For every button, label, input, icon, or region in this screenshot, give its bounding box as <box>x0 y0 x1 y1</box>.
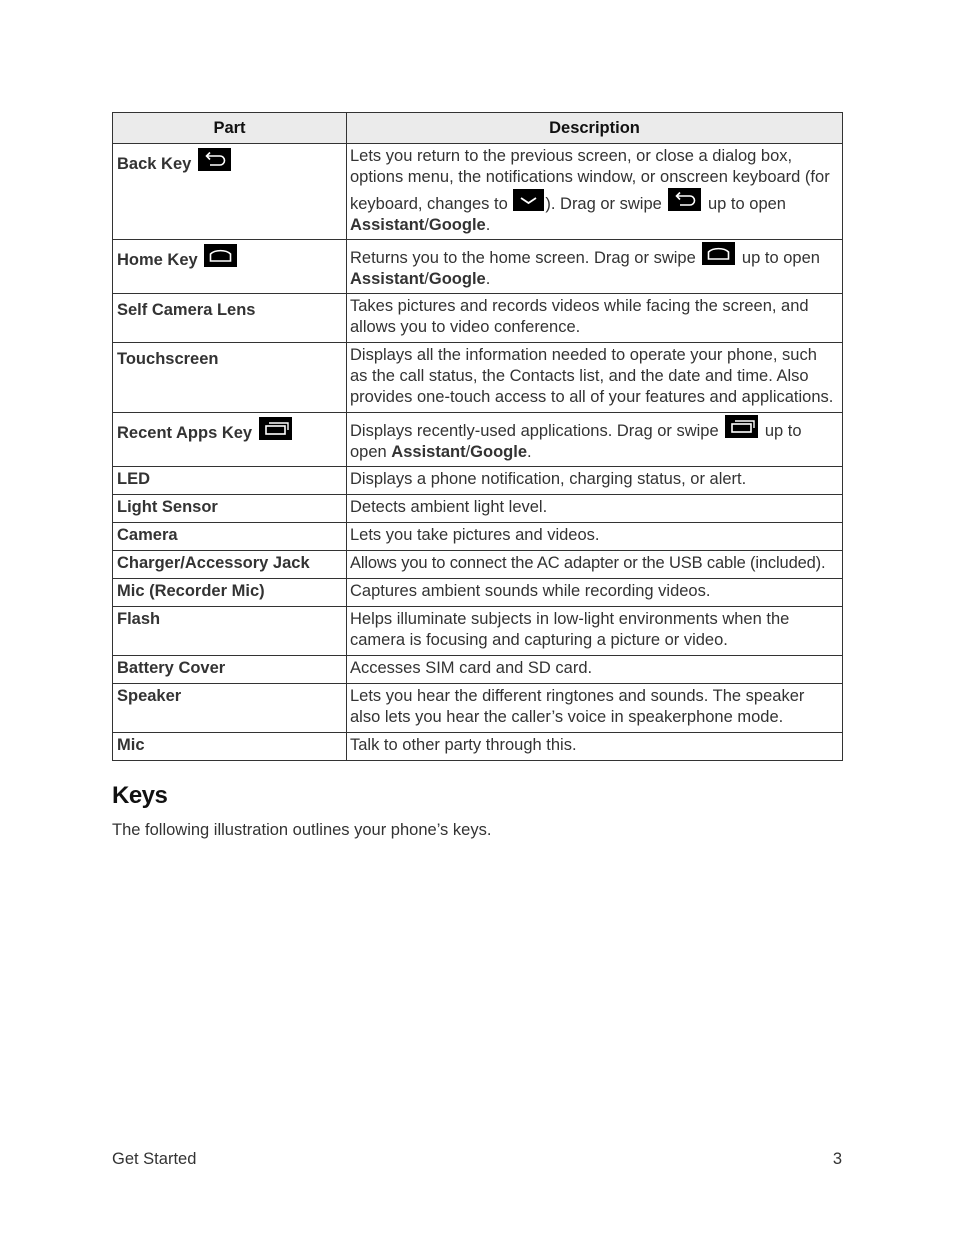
part-label: LED <box>117 470 150 488</box>
table-row <box>113 579 843 607</box>
assistant-label: Assistant <box>350 216 425 234</box>
description-cell: Lets you take pictures and videos. <box>347 523 843 551</box>
recent-apps-icon <box>725 415 758 438</box>
part-label: Speaker <box>117 687 182 705</box>
footer-section-title: Get Started <box>112 1150 197 1168</box>
part-cell <box>113 467 347 495</box>
table-row <box>113 495 843 523</box>
description-cell: Lets you hear the different ringtones and sounds. The speaker also lets you hear the caller’s voice in speakerphone mode. <box>347 684 843 733</box>
part-label: Touchscreen <box>117 350 219 368</box>
table-row <box>113 607 843 656</box>
description-cell <box>347 413 843 467</box>
description-text: up to open <box>737 249 820 267</box>
part-cell <box>113 343 347 413</box>
part-cell <box>113 579 347 607</box>
description-cell: Displays all the information needed to operate your phone, such as the call status, the Contacts list, and the date and time. Also provides one-touch access to all of your features and applications. <box>347 343 843 413</box>
description-cell: Displays a phone notification, charging status, or alert. <box>347 467 843 495</box>
part-cell <box>113 413 347 467</box>
period-text: . <box>527 443 532 461</box>
keys-heading: Keys <box>112 782 168 809</box>
part-cell <box>113 523 347 551</box>
part-cell <box>113 294 347 343</box>
description-text: Lets you return to the previous screen, or close a dialog box, options menu, the notifications window, or onscreen keyboard (for keyboard, changes to <box>350 147 830 213</box>
table-row <box>113 551 843 579</box>
description-cell: Captures ambient sounds while recording videos. <box>347 579 843 607</box>
period-text: . <box>485 216 491 234</box>
part-label: Camera <box>117 526 178 544</box>
part-label: Mic <box>117 736 145 754</box>
description-cell: Allows you to connect the AC adapter or the USB cable (included). <box>347 551 843 579</box>
home-icon <box>702 242 735 265</box>
part-cell <box>113 684 347 733</box>
description-cell <box>347 144 843 240</box>
table-row <box>113 240 843 294</box>
table-row <box>113 684 843 733</box>
part-cell <box>113 656 347 684</box>
part-label: Recent Apps Key <box>117 424 253 442</box>
part-cell <box>113 240 347 294</box>
description-text: Displays recently-used applications. Drag or swipe <box>350 422 724 440</box>
assistant-label: Assistant <box>350 270 425 288</box>
home-icon <box>204 244 237 267</box>
description-cell <box>347 240 843 294</box>
part-label: Home Key <box>117 251 198 269</box>
description-text: ). Drag or swipe <box>545 195 667 213</box>
footer-page-number: 3 <box>832 1150 842 1168</box>
chevron-down-icon <box>513 189 544 211</box>
table-row <box>113 467 843 495</box>
table-row <box>113 656 843 684</box>
slash-text: / <box>424 270 429 288</box>
table-row <box>113 294 843 343</box>
back-arrow-icon <box>198 148 231 171</box>
description-cell: Takes pictures and records videos while facing the screen, and allows you to video conference. <box>347 294 843 343</box>
part-label: Self Camera Lens <box>117 301 256 319</box>
google-label: Google <box>428 216 486 234</box>
part-label: Light Sensor <box>117 498 218 516</box>
recent-apps-icon <box>259 417 292 440</box>
google-label: Google <box>470 443 528 461</box>
part-cell <box>113 733 347 761</box>
part-cell <box>113 495 347 523</box>
table-row <box>113 413 843 467</box>
table-row <box>113 733 843 761</box>
part-cell <box>113 144 347 240</box>
period-text: . <box>485 270 491 288</box>
table-row <box>113 523 843 551</box>
part-cell <box>113 551 347 579</box>
parts-table <box>112 112 843 761</box>
description-text: Returns you to the home screen. Drag or swipe <box>350 249 701 267</box>
google-label: Google <box>428 270 486 288</box>
description-cell: Accesses SIM card and SD card. <box>347 656 843 684</box>
slash-text: / <box>424 216 429 234</box>
part-label: Flash <box>117 610 161 628</box>
description-cell: Detects ambient light level. <box>347 495 843 523</box>
part-label: Back Key <box>117 155 192 173</box>
assistant-label: Assistant <box>391 443 466 461</box>
slash-text: / <box>465 443 471 461</box>
table-row <box>113 144 843 240</box>
description-text: up to open <box>350 422 802 461</box>
back-arrow-icon <box>668 188 701 211</box>
part-label: Charger/Accessory Jack <box>117 554 310 572</box>
table-header-row <box>113 113 843 144</box>
keys-intro-text: The following illustration outlines your phone’s keys. <box>112 821 492 839</box>
part-cell <box>113 607 347 656</box>
header-part: Part <box>113 113 347 144</box>
header-description: Description <box>347 113 843 144</box>
description-cell: Helps illuminate subjects in low-light environments when the camera is focusing and capturing a picture or video. <box>347 607 843 656</box>
description-text: up to open <box>703 195 786 213</box>
table-row <box>113 343 843 413</box>
part-label: Battery Cover <box>117 659 226 677</box>
description-cell: Talk to other party through this. <box>347 733 843 761</box>
part-label: Mic (Recorder Mic) <box>117 582 265 600</box>
